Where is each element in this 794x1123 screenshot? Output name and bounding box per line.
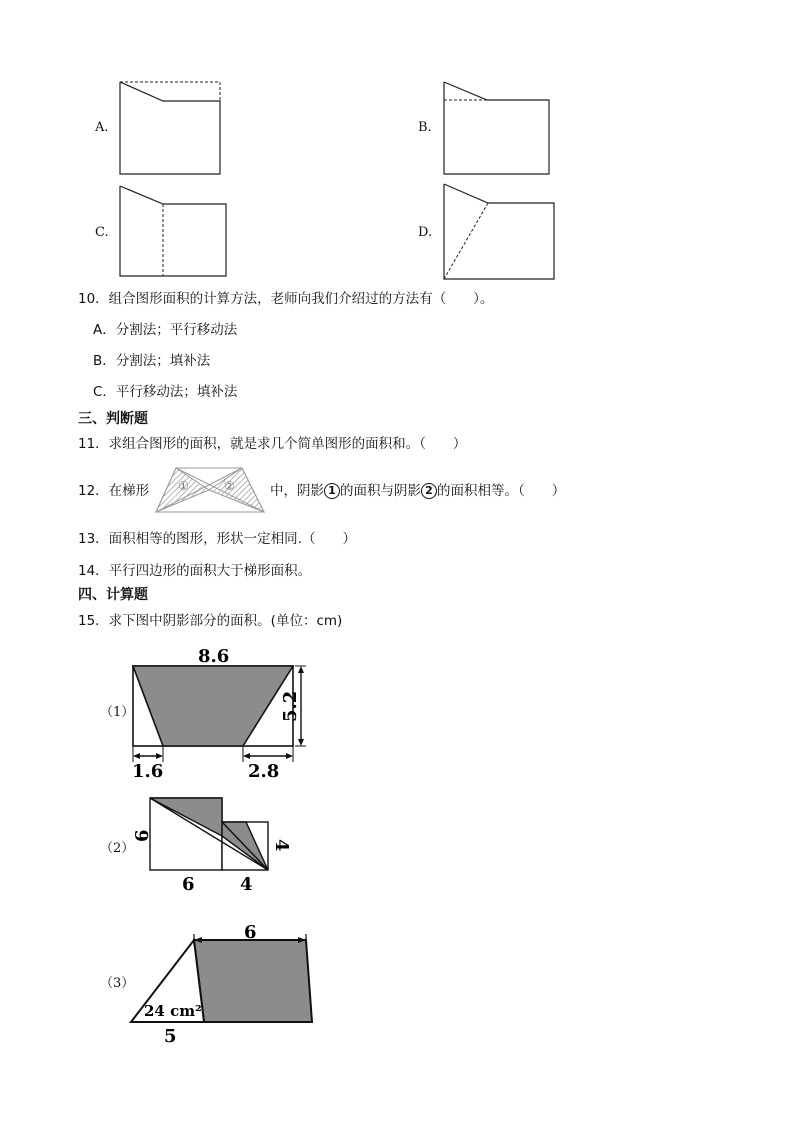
q9-option-b-figure: [442, 80, 554, 178]
q12-mid: 中，阴影: [270, 483, 324, 499]
q15-fig2-right-side: 4: [271, 839, 292, 852]
section-4-title: 四、计算题: [78, 587, 148, 603]
q12-mid2: 的面积与阴影: [340, 483, 421, 499]
q15-fig3-label: （3）: [100, 976, 135, 991]
q9-option-a-label[interactable]: A.: [95, 120, 109, 135]
q15-fig1-left-base: 1.6: [132, 761, 164, 782]
q12-fig-label-1: ①: [178, 479, 189, 493]
q9-option-a-figure: [118, 80, 228, 178]
q12-trapezoid-figure: [154, 466, 266, 516]
section-3-title: 三、判断题: [78, 411, 148, 427]
q12-circle-1: 1: [324, 483, 340, 499]
q11-text: 11．求组合图形的面积，就是求几个简单图形的面积和。（ ）: [78, 436, 467, 452]
q15-fig1-height-value: 5.2: [280, 690, 301, 722]
q9-option-b-label[interactable]: B.: [418, 120, 432, 135]
q15-fig2-bottom-small: 4: [240, 874, 253, 895]
q15-fig2-left-side: 6: [132, 829, 153, 842]
q9-option-d-label[interactable]: D.: [418, 225, 433, 240]
q13-text: 13．面积相等的图形，形状一定相同.（ ）: [78, 531, 356, 547]
q15-fig3-top-value: 6: [244, 922, 257, 943]
q15-fig2: [130, 794, 300, 894]
q10-option-b[interactable]: B．分割法；填补法: [93, 353, 211, 369]
q15-fig1-right-base: 2.8: [248, 761, 280, 782]
q15-fig2-bottom-big: 6: [182, 874, 195, 895]
q15-fig1-top-value: 8.6: [198, 646, 230, 667]
q10-stem: 10．组合图形面积的计算方法，老师向我们介绍过的方法有（ ）。: [78, 291, 494, 307]
q15-fig3-triangle-area: 24 cm²: [144, 1002, 202, 1020]
q14-text: 14．平行四边形的面积大于梯形面积。: [78, 563, 312, 579]
q10-option-c[interactable]: C．平行移动法；填补法: [93, 384, 238, 400]
q12-rest: [270, 483, 565, 499]
q15-fig3: [128, 922, 318, 1050]
q12-circle-2: 2: [421, 483, 437, 499]
q15-fig2-label: （2）: [100, 841, 135, 856]
q12-fig-label-2: ②: [224, 479, 235, 493]
q15-fig1: [130, 644, 310, 780]
q15-fig3-base-value: 5: [164, 1026, 177, 1047]
q15-fig1-label: （1）: [100, 705, 135, 720]
q15-stem: 15．求下图中阴影部分的面积。(单位：cm): [78, 613, 343, 629]
q10-option-a[interactable]: A．分割法；平行移动法: [93, 322, 238, 338]
q9-option-c-label[interactable]: C.: [95, 225, 109, 240]
q9-option-d-figure: [442, 182, 558, 282]
q12-suffix: 的面积相等。（ ）: [437, 483, 566, 499]
q12-prefix: 12．在梯形: [78, 483, 150, 499]
q9-option-c-figure: [118, 184, 230, 280]
